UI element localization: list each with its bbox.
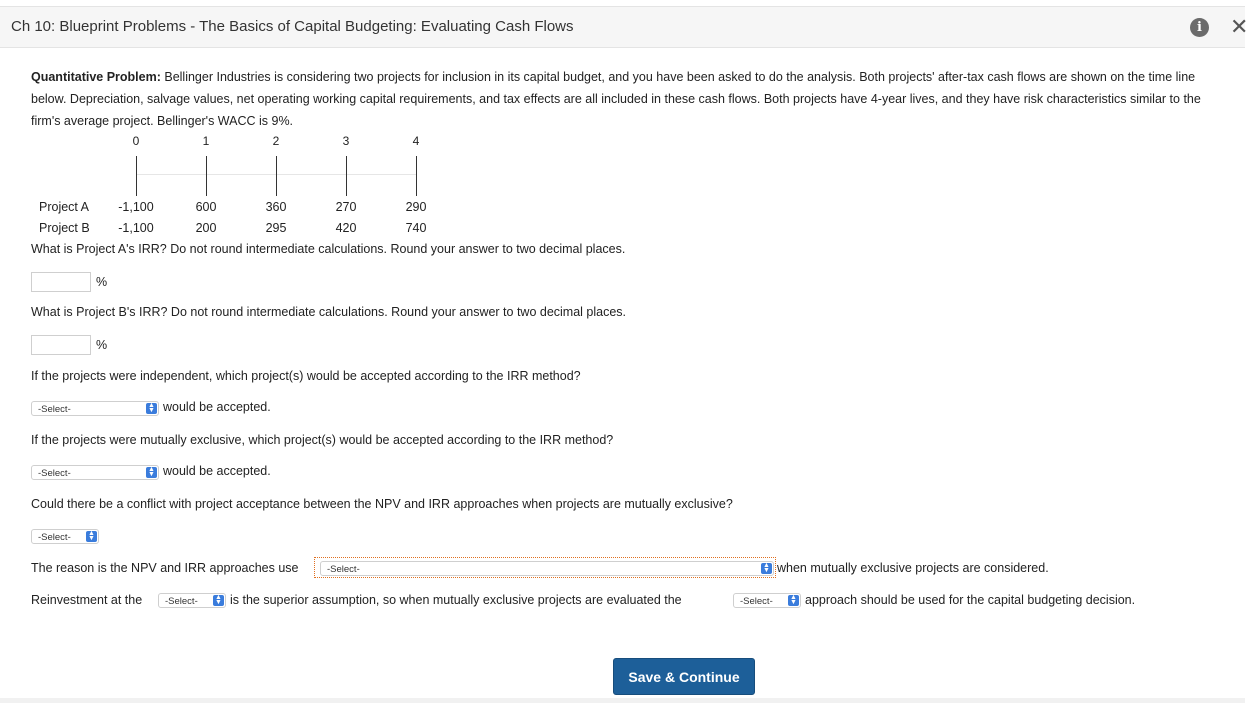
project-a-flow-4: 290	[405, 200, 427, 214]
reinvestment-text-mid: is the superior assumption, so when mutually exclusive projects are evaluated the	[230, 593, 682, 607]
project-b-flow-2: 295	[265, 221, 287, 235]
reason-select-value: -Select-	[327, 564, 360, 575]
page-title: Ch 10: Blueprint Problems - The Basics of Capital Budgeting: Evaluating Cash Flows	[11, 18, 574, 35]
approach-select[interactable]	[733, 593, 801, 608]
conflict-select[interactable]	[31, 529, 99, 544]
independent-select-value: -Select-	[38, 404, 71, 415]
question-irr-b: What is Project B's IRR? Do not round intermediate calculations. Round your answer to two decimal places.	[31, 305, 627, 319]
tick-4	[416, 156, 417, 196]
reinvestment-select[interactable]	[158, 593, 226, 608]
period-1: 1	[202, 134, 210, 148]
reinvestment-select-value: -Select-	[165, 596, 198, 607]
project-b-label: Project B	[39, 221, 90, 235]
question-irr-a: What is Project A's IRR? Do not round intermediate calculations. Round your answer to two decimal places.	[31, 242, 626, 256]
tick-1	[206, 156, 207, 196]
irr-b-input[interactable]	[31, 335, 91, 355]
select-arrow-icon: ▲ ▼	[86, 531, 97, 542]
info-icon[interactable]: i	[1190, 18, 1209, 37]
header-bar	[0, 6, 1248, 48]
conflict-select-value: -Select-	[38, 532, 71, 543]
bottom-bar	[0, 698, 1245, 703]
question-conflict: Could there be a conflict with project acceptance between the NPV and IRR approaches when projects are mutually exclusive?	[31, 497, 733, 511]
project-a-label: Project A	[39, 200, 90, 214]
select-arrow-icon: ▲ ▼	[788, 595, 799, 606]
reason-text-before: The reason is the NPV and IRR approaches use	[31, 561, 299, 575]
percent-label-a: %	[96, 275, 108, 289]
project-a-flow-2: 360	[265, 200, 287, 214]
tick-0	[136, 156, 137, 196]
period-2: 2	[272, 134, 280, 148]
save-continue-button[interactable]: Save & Continue	[613, 658, 755, 695]
select-arrow-icon: ▲ ▼	[761, 563, 772, 574]
period-4: 4	[412, 134, 420, 148]
project-b-flow-4: 740	[405, 221, 427, 235]
percent-label-b: %	[96, 338, 108, 352]
select-arrow-icon: ▲ ▼	[213, 595, 224, 606]
project-a-flow-0: -1,100	[118, 200, 154, 214]
question-mutually-exclusive: If the projects were mutually exclusive, which project(s) would be accepted according to the IRR method?	[31, 433, 614, 447]
reinvestment-text-after: approach should be used for the capital budgeting decision.	[805, 593, 1136, 607]
reason-select[interactable]	[320, 561, 774, 576]
approach-select-value: -Select-	[740, 596, 773, 607]
problem-label: Quantitative Problem:	[31, 70, 161, 84]
mutually-exclusive-select[interactable]	[31, 465, 159, 480]
mutually-exclusive-select-value: -Select-	[38, 468, 71, 479]
select-arrow-icon: ▲ ▼	[146, 403, 157, 414]
question-independent: If the projects were independent, which project(s) would be accepted according to the IRR method?	[31, 369, 581, 383]
problem-text: Bellinger Industries is considering two projects for inclusion in its capital budget, and you have been asked to do the analysis. Both projects' after-tax cash flows are shown on the time line below. Depreciation, salvage values, net operating working capital requirements, and tax effects are all included in these cash flows. Both projects have 4-year lives, and they have risk characteristics similar to the firm's average project. Bellinger's WACC is 9%.	[31, 70, 1201, 128]
project-b-flow-3: 420	[335, 221, 357, 235]
independent-select[interactable]	[31, 401, 159, 416]
irr-a-input[interactable]	[31, 272, 91, 292]
reason-text-after: when mutually exclusive projects are considered.	[777, 561, 1049, 575]
project-b-flow-1: 200	[195, 221, 217, 235]
project-a-flow-1: 600	[195, 200, 217, 214]
would-be-accepted-1: would be accepted.	[163, 400, 271, 414]
would-be-accepted-2: would be accepted.	[163, 464, 271, 478]
close-icon[interactable]: ✕	[1230, 14, 1248, 39]
project-a-flow-3: 270	[335, 200, 357, 214]
period-3: 3	[342, 134, 350, 148]
period-0: 0	[132, 134, 140, 148]
select-arrow-icon: ▲ ▼	[146, 467, 157, 478]
reinvestment-text-before: Reinvestment at the	[31, 593, 143, 607]
tick-3	[346, 156, 347, 196]
tick-2	[276, 156, 277, 196]
problem-statement	[31, 66, 1211, 132]
project-b-flow-0: -1,100	[118, 221, 154, 235]
